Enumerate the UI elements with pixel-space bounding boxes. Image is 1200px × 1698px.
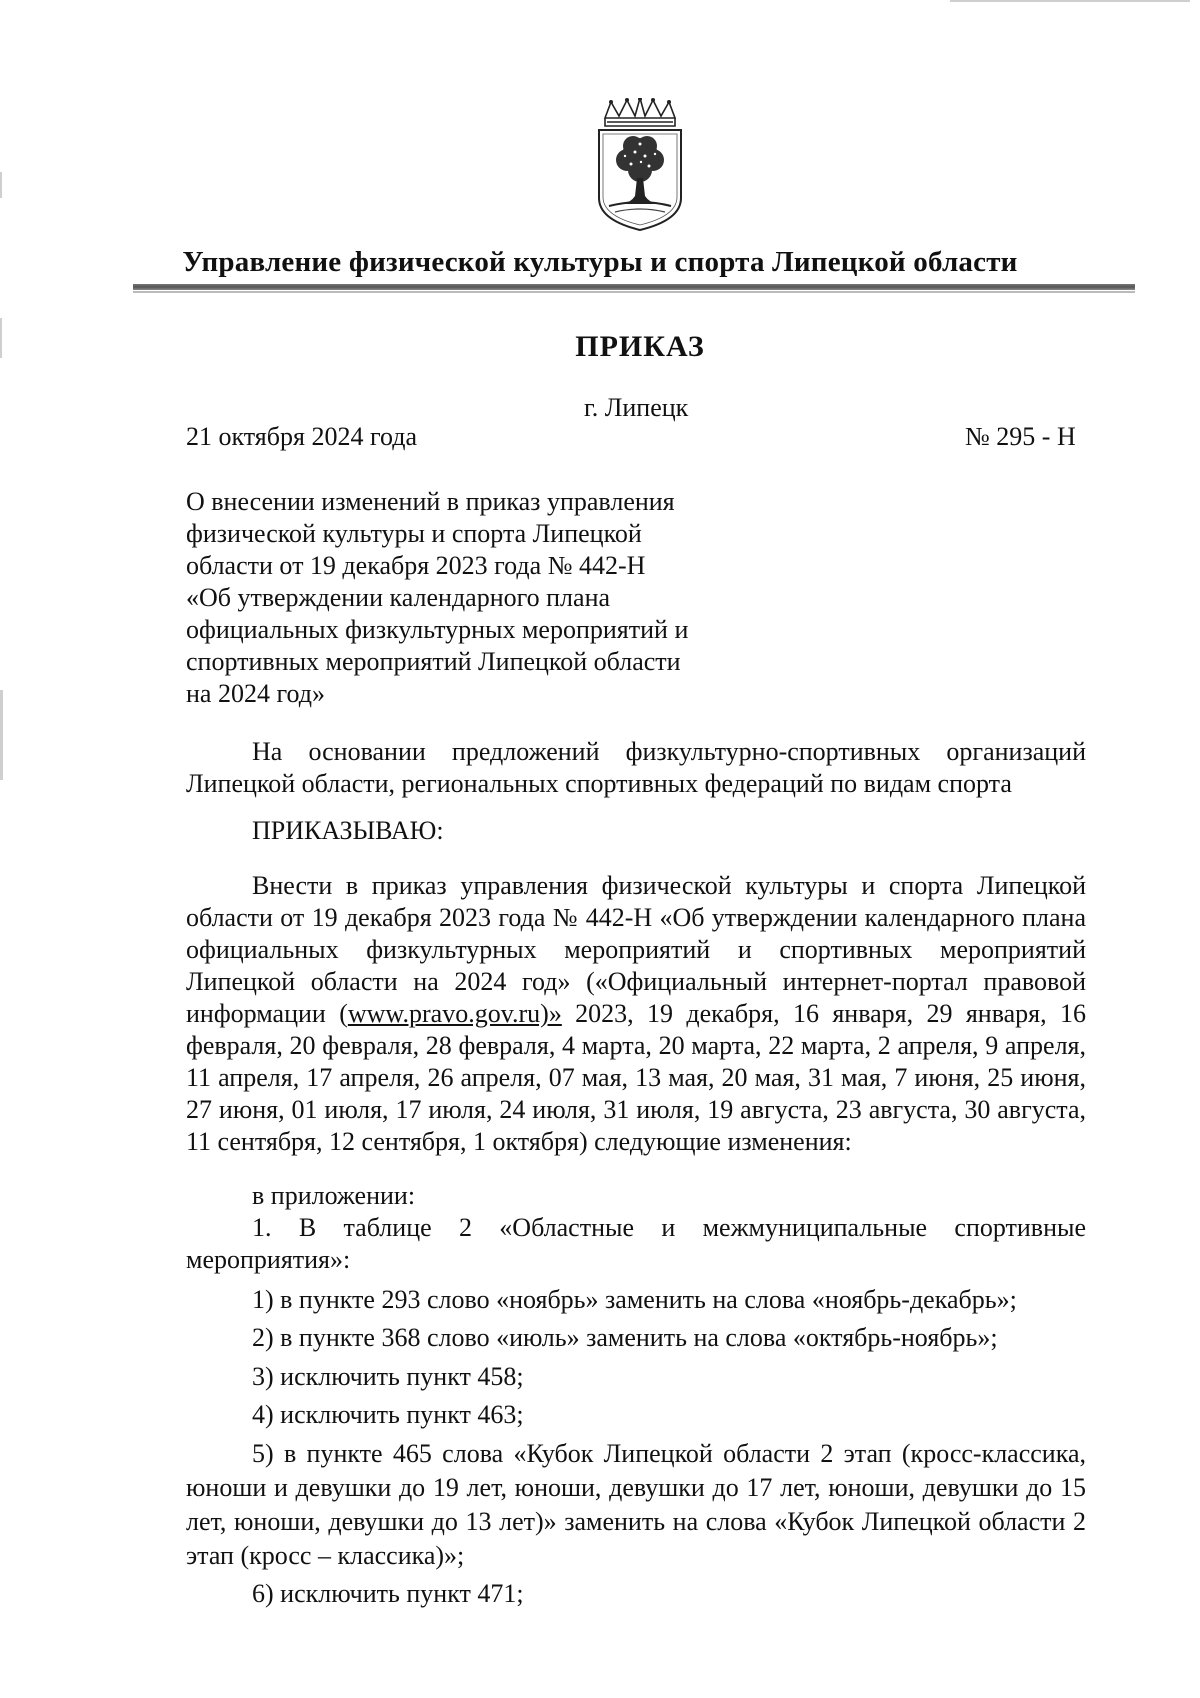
subject-line: официальных физкультурных мероприятий и bbox=[186, 615, 689, 644]
subject-line: области от 19 декабря 2023 года № 442-Н bbox=[186, 551, 646, 580]
scan-edge-mark bbox=[0, 172, 2, 198]
scan-edge-mark bbox=[0, 690, 3, 780]
main-paragraph-text: Внести в приказ управления физической культуры и спорта Липецкой области от 19 декабря 2023 года № 442-Н «Об утверждении календарного плана официальных физкультурных мероприятий и спортивных мероприятий Липецкой области на 2024 год» («Официальный интернет-портал правовой информации ( bbox=[186, 871, 1086, 1028]
coat-of-arms-emblem bbox=[595, 98, 685, 232]
document-title: ПРИКАЗ bbox=[575, 330, 705, 363]
order-subject bbox=[186, 486, 746, 710]
table-item: 1. В таблице 2 «Областные и межмуниципальные спортивные мероприятия»: bbox=[186, 1213, 1086, 1274]
subject-line: на 2024 год» bbox=[186, 679, 325, 708]
organization-name: Управление физической культуры и спорта Липецкой области bbox=[182, 246, 1018, 278]
header-rule-shadow bbox=[133, 291, 1135, 293]
subject-line: О внесении изменений в приказ управления bbox=[186, 487, 675, 516]
main-paragraph-text-cont: 2023, 19 декабря, 16 января, 29 января, 16 февраля, 20 февраля, 28 февраля, 4 марта, 20 марта, 22 марта, 2 апреля, 9 апреля, 11 апреля, 17 апреля, 26 апреля, 07 мая, 13 мая, 20 мая, 31 мая, 7 июня, 25 июня, 27 июня, 01 июля, 17 июля, 24 июля, 31 июля, 19 августа, 23 августа, 30 августа, 11 сентября, 12 сентября, 1 октября) следующие изменения: bbox=[186, 999, 1086, 1156]
list-item: 4) исключить пункт 463; bbox=[252, 1400, 524, 1429]
subject-line: спортивных мероприятий Липецкой области bbox=[186, 647, 681, 676]
main-paragraph bbox=[186, 870, 1086, 1158]
list-item: 2) в пункте 368 слово «июль» заменить на слова «октябрь-ноябрь»; bbox=[252, 1323, 998, 1352]
decree-word: ПРИКАЗЫВАЮ: bbox=[252, 816, 444, 845]
list-item: 1) в пункте 293 слово «ноябрь» заменить на слова «ноябрь-декабрь»; bbox=[252, 1285, 1017, 1314]
list-item: 6) исключить пункт 471; bbox=[252, 1579, 524, 1608]
list-item: 5) в пункте 465 слова «Кубок Липецкой области 2 этап (кросс-классика, юноши и девушки до 19 лет, юноши, девушки до 17 лет, юноши, девушки до 15 лет, юноши, девушки до 13 лет)» заменить на слова «Кубок Липецкой области 2 этап (кросс – классика)»; bbox=[186, 1439, 1086, 1570]
order-city: г. Липецк bbox=[584, 393, 689, 422]
order-number: № 295 - Н bbox=[965, 422, 1076, 451]
list-item: 3) исключить пункт 458; bbox=[252, 1362, 524, 1391]
appendix-intro: в приложении: bbox=[252, 1181, 416, 1210]
subject-line: физической культуры и спорта Липецкой bbox=[186, 519, 642, 548]
scan-edge-mark bbox=[950, 0, 1190, 2]
subject-line: «Об утверждении календарного плана bbox=[186, 583, 611, 612]
order-date: 21 октября 2024 года bbox=[186, 422, 417, 451]
pravo-portal-link[interactable]: www.pravo.gov.ru)» bbox=[347, 999, 562, 1028]
header-rule bbox=[133, 284, 1135, 290]
preamble-paragraph: На основании предложений физкультурно-спортивных организаций Липецкой области, региональных спортивных федераций по видам спорта bbox=[186, 737, 1086, 798]
